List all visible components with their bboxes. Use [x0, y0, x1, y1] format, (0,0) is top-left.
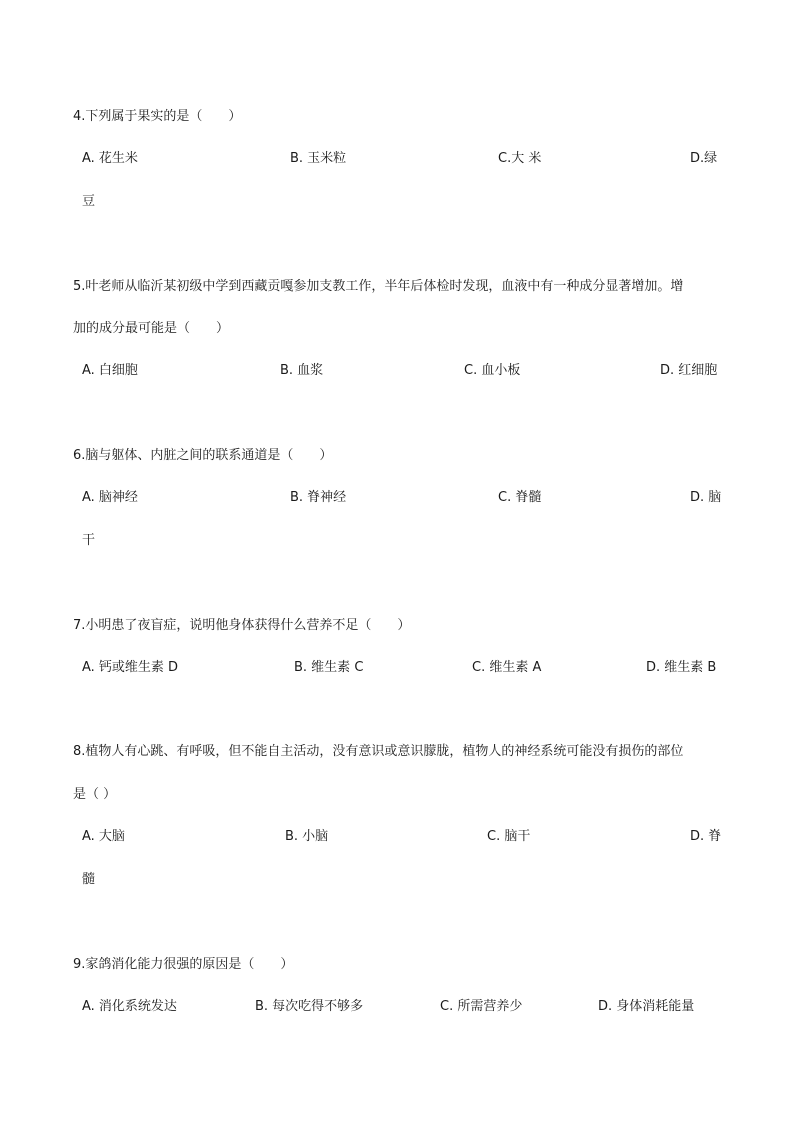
question-5-option-b: B. 血浆: [280, 363, 324, 378]
question-6-option-c: C. 脊髓: [498, 490, 542, 505]
question-9-option-a: A. 消化系统发达: [82, 999, 177, 1014]
question-8-option-b: B. 小脑: [285, 829, 329, 844]
question-5-option-a: A. 白细胞: [82, 363, 138, 378]
question-9-option-d: D. 身体消耗能量: [598, 999, 695, 1014]
question-6-option-d: D. 脑: [690, 490, 722, 505]
question-7-option-c: C. 维生素 A: [472, 660, 542, 675]
question-4-option-d-continuation: 豆: [82, 194, 96, 209]
question-9-option-b: B. 每次吃得不够多: [255, 999, 364, 1014]
question-9-option-c: C. 所需营养少: [440, 999, 523, 1014]
question-8-stem: 8.植物人有心跳、有呼吸，但不能自主活动，没有意识或意识朦胧，植物人的神经系统可能没有损伤的部位: [73, 744, 684, 759]
question-7-option-d: D. 维生素 B: [646, 660, 717, 675]
question-6-option-b: B. 脊神经: [290, 490, 347, 505]
question-4-stem: 4.下列属于果实的是（ ）: [73, 109, 242, 124]
question-4-option-d: D.绿: [690, 151, 718, 166]
question-5-stem-line2: 加的成分最可能是（ ）: [73, 321, 230, 336]
question-7-option-a: A. 钙或维生素 D: [82, 660, 179, 675]
question-7-stem: 7.小明患了夜盲症，说明他身体获得什么营养不足（ ）: [73, 618, 411, 633]
question-8-stem-line2: 是（ ）: [73, 787, 117, 802]
question-5-option-d: D. 红细胞: [660, 363, 718, 378]
question-9-stem: 9.家鸽消化能力很强的原因是（ ）: [73, 957, 294, 972]
question-8-option-c: C. 脑干: [487, 829, 531, 844]
question-4-option-b: B. 玉米粒: [290, 151, 347, 166]
question-5-option-c: C. 血小板: [464, 363, 521, 378]
question-6-option-d-continuation: 干: [82, 533, 96, 548]
question-8-option-d-continuation: 髓: [82, 872, 96, 887]
question-8-option-d: D. 脊: [690, 829, 722, 844]
question-6-option-a: A. 脑神经: [82, 490, 138, 505]
question-4-option-c: C.大 米: [498, 151, 542, 166]
question-5-stem: 5.叶老师从临沂某初级中学到西藏贡嘎参加支教工作，半年后体检时发现，血液中有一种成分显著增加。增: [73, 279, 684, 294]
question-7-option-b: B. 维生素 C: [294, 660, 364, 675]
question-6-stem: 6.脑与躯体、内脏之间的联系通道是（ ）: [73, 448, 333, 463]
question-8-option-a: A. 大脑: [82, 829, 125, 844]
question-4-option-a: A. 花生米: [82, 151, 138, 166]
